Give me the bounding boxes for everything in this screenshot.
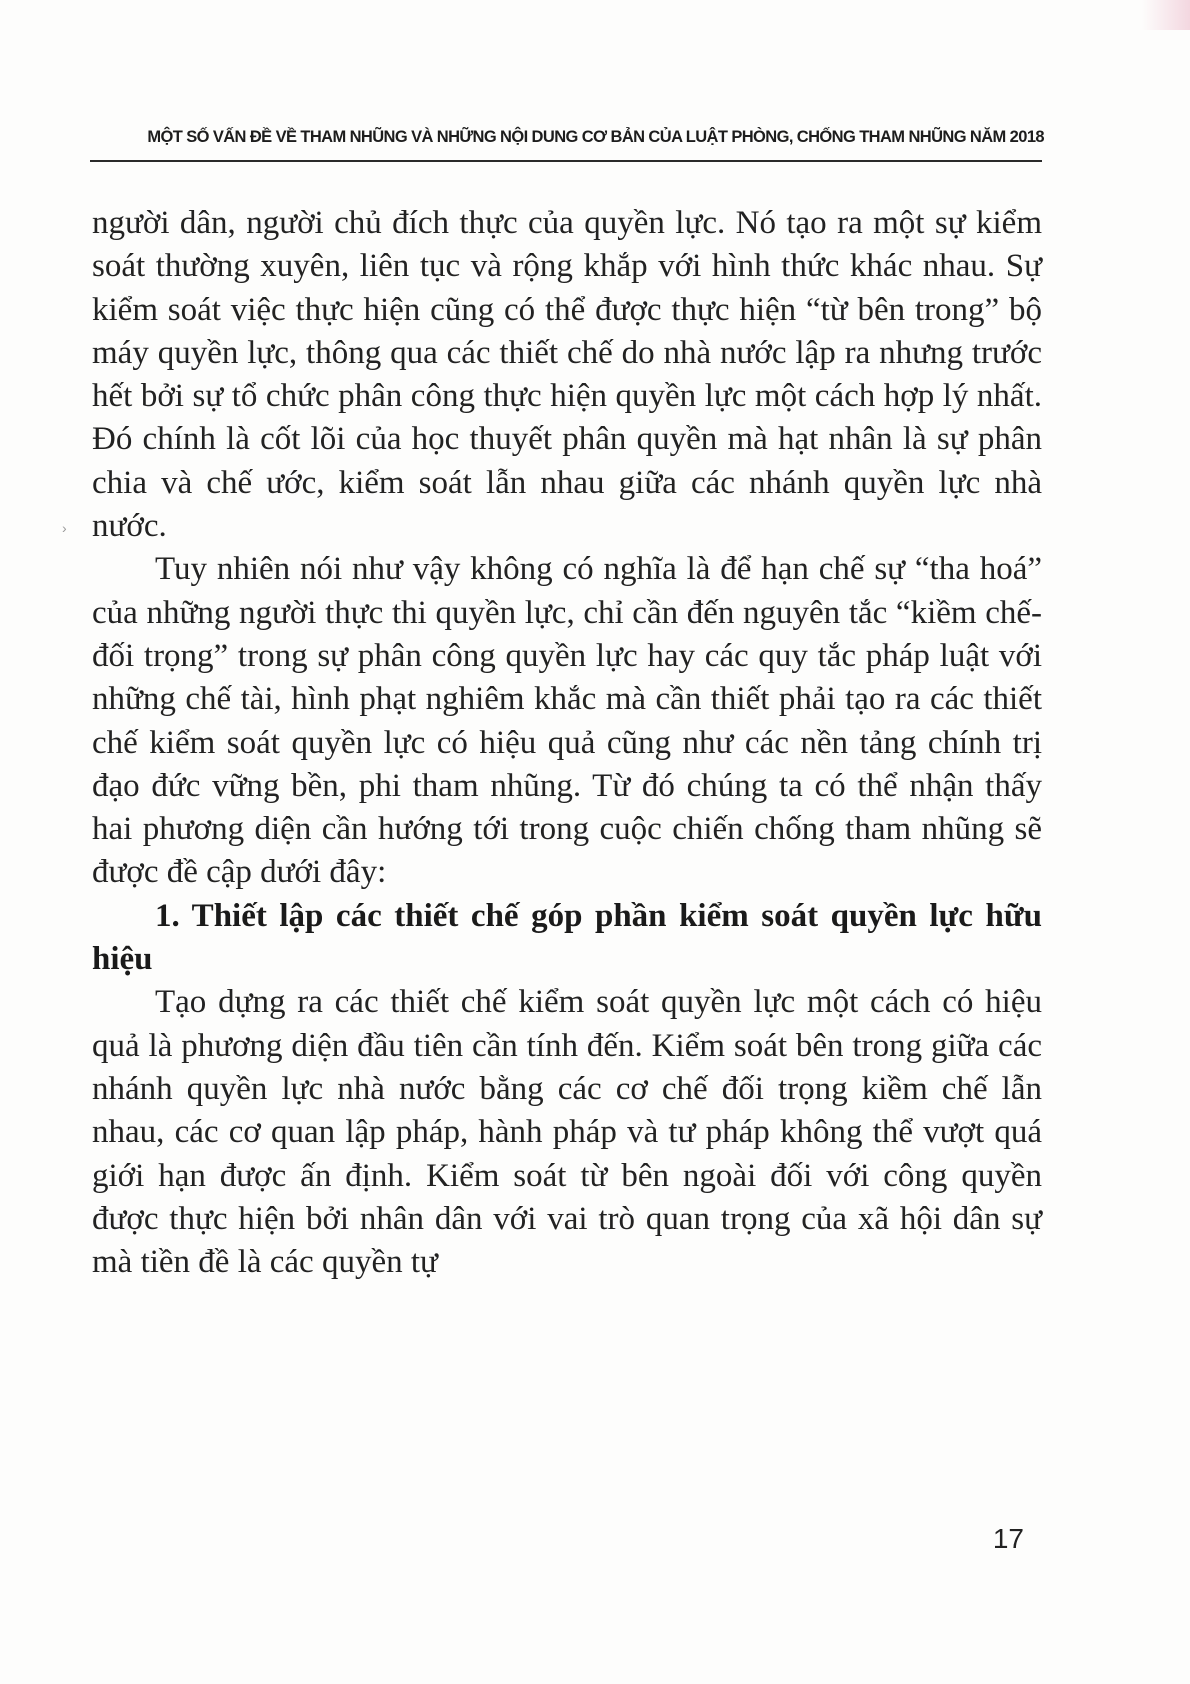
- paragraph-2: Tuy nhiên nói như vậy không có nghĩa là để hạn chế sự “tha hoá” của những người thực thi quyền lực, chỉ cần đến nguyên tắc “kiềm chế-đối trọng” trong sự phân công quyền lực hay các quy tắc pháp luật với những chế tài, hình phạt nghiêm khắc mà cần thiết phải tạo ra các thiết chế kiểm soát quyền lực có hiệu quả cũng như các nền tảng chính trị đạo đức vững bền, phi tham nhũng. Từ đó chúng ta có thể nhận thấy hai phương diện cần hướng tới trong cuộc chiến chống tham nhũng sẽ được đề cập dưới đây:: [92, 551, 1042, 891]
- paragraph-1: người dân, người chủ đích thực của quyền lực. Nó tạo ra một sự kiểm soát thường xuyên, liên tục và rộng khắp với hình thức khác nhau. Sự kiểm soát việc thực hiện cũng có thể được thực hiện “từ bên trong” bộ máy quyền lực, thông qua các thiết chế do nhà nước lập ra nhưng trước hết bởi sự tổ chức phân công thực hiện quyền lực một cách hợp lý nhất. Đó chính là cốt lõi của học thuyết phân quyền mà hạt nhân là sự phân chia và chế ước, kiểm soát lẫn nhau giữa các nhánh quyền lực nhà nước.: [92, 205, 1042, 545]
- page-number: 17: [992, 1523, 1024, 1554]
- scan-edge-tint: [1142, 0, 1190, 30]
- running-header: MỘT SỐ VẤN ĐỀ VỀ THAM NHŨNG VÀ NHỮNG NỘI DUNG CƠ BẢN CỦA LUẬT PHÒNG, CHỐNG THAM NHŨNG NĂM 2018: [147, 128, 1044, 146]
- body-text: [92, 202, 1042, 1284]
- paragraph-3: Tạo dựng ra các thiết chế kiểm soát quyền lực một cách có hiệu quả là phương diện đầu tiên cần tính đến. Kiểm soát bên trong giữa các nhánh quyền lực nhà nước bằng các cơ chế đối trọng kiềm chế lẫn nhau, các cơ quan lập pháp, hành pháp và tư pháp không thể vượt quá giới hạn được ấn định. Kiểm soát từ bên ngoài đối với công quyền được thực hiện bởi nhân dân với vai trò quan trọng của xã hội dân sự mà tiền đề là các quyền tự: [92, 984, 1042, 1281]
- margin-mark: ›: [62, 520, 67, 536]
- section-heading: 1. Thiết lập các thiết chế góp phần kiểm soát quyền lực hữu hiệu: [92, 897, 1042, 978]
- header-rule: [90, 160, 1042, 162]
